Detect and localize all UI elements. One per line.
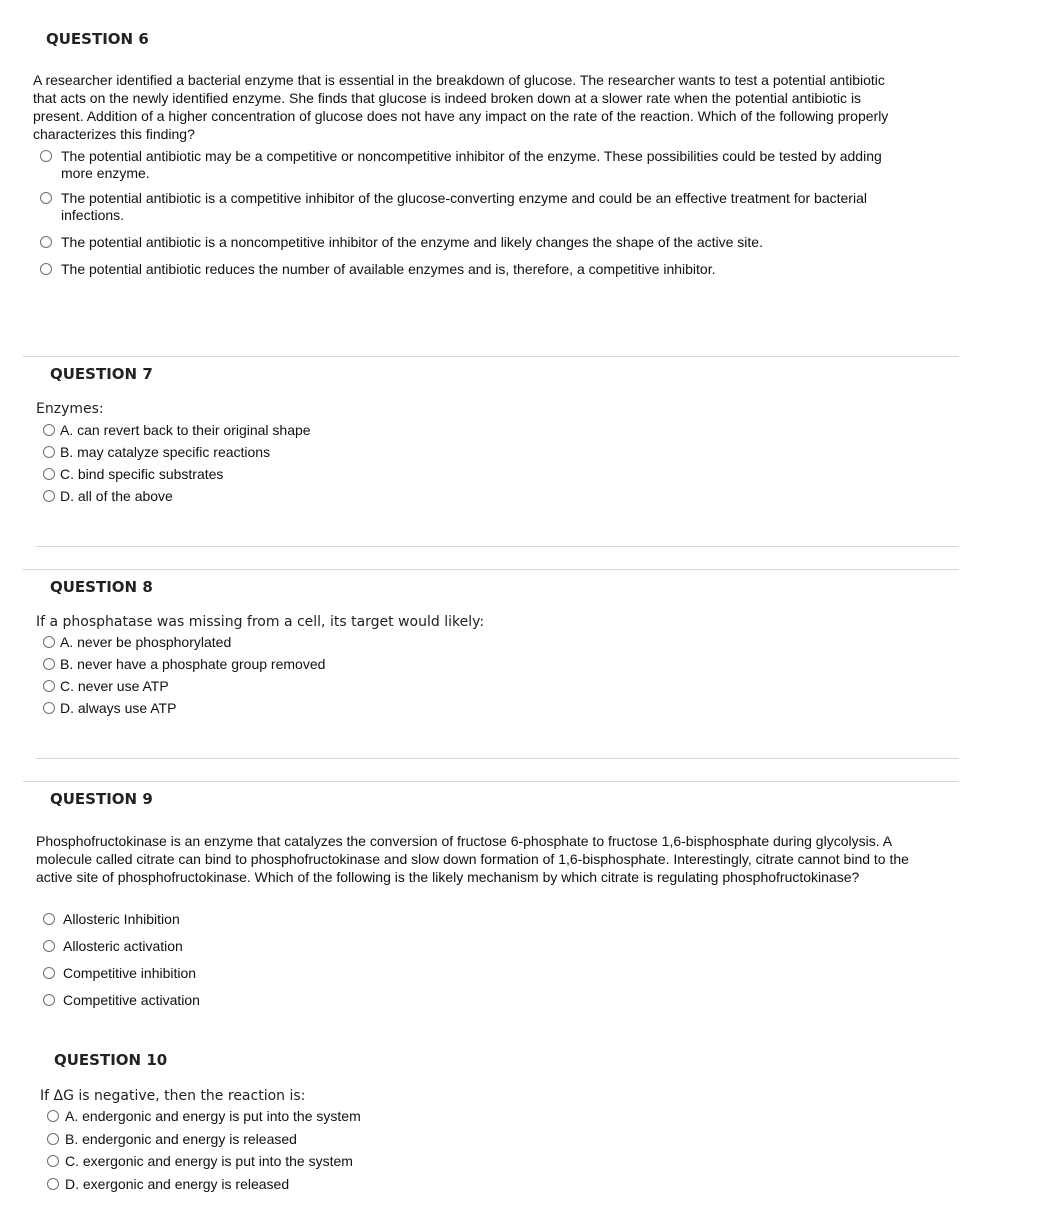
option-label: A. never be phosphorylated <box>60 634 232 650</box>
radio-button[interactable] <box>43 967 55 979</box>
option-label: C. bind specific substrates <box>60 466 224 482</box>
radio-button[interactable] <box>40 150 52 162</box>
question-8-option-a[interactable] <box>43 634 231 651</box>
question-9-option-2[interactable] <box>43 938 183 955</box>
option-label: D. all of the above <box>60 488 173 504</box>
option-label: Competitive activation <box>63 992 200 1008</box>
radio-button[interactable] <box>47 1133 59 1145</box>
radio-button[interactable] <box>40 263 52 275</box>
divider <box>36 758 959 759</box>
question-7-option-a[interactable] <box>43 422 311 439</box>
divider <box>23 569 959 570</box>
radio-button[interactable] <box>47 1178 59 1190</box>
option-label: Allosteric Inhibition <box>63 911 180 927</box>
option-label: Competitive inhibition <box>63 965 197 981</box>
option-label: A. can revert back to their original shape <box>60 422 311 438</box>
question-7-option-c[interactable] <box>43 466 223 483</box>
radio-button[interactable] <box>43 490 55 502</box>
divider <box>23 781 959 782</box>
question-9-option-1[interactable] <box>43 911 180 928</box>
question-9-heading: QUESTION 9 <box>50 790 153 808</box>
question-10-option-c[interactable] <box>47 1153 353 1170</box>
question-7-option-d[interactable] <box>43 488 173 505</box>
question-7-option-b[interactable] <box>43 444 270 461</box>
option-label: B. endergonic and energy is released <box>65 1131 297 1147</box>
question-8-option-c[interactable] <box>43 678 169 695</box>
option-label: B. never have a phosphate group removed <box>60 656 326 672</box>
question-9-option-4[interactable] <box>43 992 200 1009</box>
option-label: The potential antibiotic may be a competitive or noncompetitive inhibitor of the enzyme. These possibilities could be tested by adding more enzyme. <box>61 148 882 181</box>
question-6-option-3[interactable] <box>40 234 920 251</box>
question-6-option-4[interactable] <box>40 261 920 278</box>
radio-button[interactable] <box>43 468 55 480</box>
radio-button[interactable] <box>43 658 55 670</box>
question-6-option-2[interactable] <box>40 190 920 224</box>
option-label: The potential antibiotic reduces the number of available enzymes and is, therefore, a competitive inhibitor. <box>61 261 716 277</box>
question-8-text: If a phosphatase was missing from a cell, its target would likely: <box>36 614 485 630</box>
divider <box>36 546 959 547</box>
question-10-text: If ΔG is negative, then the reaction is: <box>40 1088 306 1104</box>
radio-button[interactable] <box>40 236 52 248</box>
question-10-option-b[interactable] <box>47 1131 297 1148</box>
radio-button[interactable] <box>43 446 55 458</box>
question-9-text: Phosphofructokinase is an enzyme that catalyzes the conversion of fructose 6-phosphate to fructose 1,6-bisphosphate during glycolysis. A molecule called citrate can bind to phosphofructokinase and slow down formation of 1,6-bisphosphate. Interestingly, citrate cannot bind to the active site of phosphofructokinase. Which of the following is the likely mechanism by which citrate is regulating phosphofructokinase? <box>36 833 909 885</box>
question-6-text: A researcher identified a bacterial enzyme that is essential in the breakdown of glucose. The researcher wants to test a potential antibiotic that acts on the newly identified enzyme. She finds that glucose is indeed broken down at a slower rate when the potential antibiotic is present. Addition of a higher concentration of glucose does not have any impact on the rate of the reaction. Which of the following properly characterizes this finding? <box>33 72 889 142</box>
question-8-option-d[interactable] <box>43 700 176 717</box>
question-6-option-1[interactable] <box>40 148 920 182</box>
option-label: Allosteric activation <box>63 938 183 954</box>
question-6-heading: QUESTION 6 <box>46 30 149 48</box>
radio-button[interactable] <box>43 702 55 714</box>
question-10-option-a[interactable] <box>47 1108 361 1125</box>
radio-button[interactable] <box>43 940 55 952</box>
question-7-text: Enzymes: <box>36 401 104 417</box>
question-8-option-b[interactable] <box>43 656 325 673</box>
radio-button[interactable] <box>43 680 55 692</box>
question-7-heading: QUESTION 7 <box>50 365 153 383</box>
question-10-option-d[interactable] <box>47 1176 289 1193</box>
option-label: The potential antibiotic is a noncompetitive inhibitor of the enzyme and likely changes the shape of the active site. <box>61 234 763 250</box>
radio-button[interactable] <box>43 636 55 648</box>
radio-button[interactable] <box>43 994 55 1006</box>
radio-button[interactable] <box>40 192 52 204</box>
option-label: D. exergonic and energy is released <box>65 1176 290 1192</box>
radio-button[interactable] <box>47 1110 59 1122</box>
divider <box>23 356 959 357</box>
option-label: The potential antibiotic is a competitive inhibitor of the glucose-converting enzyme and could be an effective treatment for bacterial infections. <box>61 190 867 223</box>
option-label: B. may catalyze specific reactions <box>60 444 271 460</box>
option-label: A. endergonic and energy is put into the system <box>65 1108 361 1124</box>
radio-button[interactable] <box>43 424 55 436</box>
radio-button[interactable] <box>43 913 55 925</box>
option-label: C. exergonic and energy is put into the system <box>65 1153 353 1169</box>
option-label: D. always use ATP <box>60 700 177 716</box>
radio-button[interactable] <box>47 1155 59 1167</box>
question-8-heading: QUESTION 8 <box>50 578 153 596</box>
question-9-option-3[interactable] <box>43 965 196 982</box>
question-10-heading: QUESTION 10 <box>54 1051 168 1069</box>
option-label: C. never use ATP <box>60 678 169 694</box>
